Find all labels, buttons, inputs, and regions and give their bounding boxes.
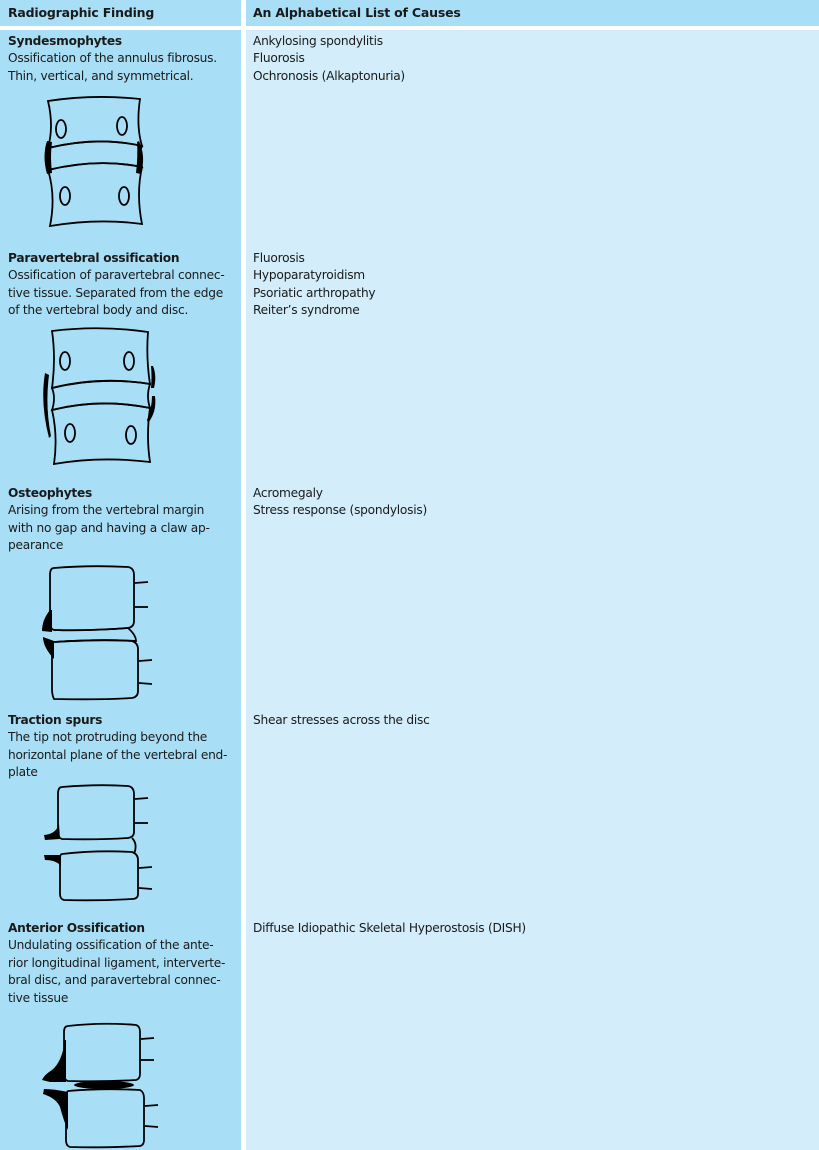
causes-traction-spurs [246,712,819,729]
finding-description [8,502,249,554]
description-line: of the vertebral body and disc. [8,303,189,318]
finding-paravertebral-ossification [0,250,249,320]
lower-vertebra [48,163,142,226]
cause-item: Psoriatic arthropathy [253,285,376,300]
description-line: The tip not protruding beyond the [8,730,208,745]
cause-item: Shear stresses across the disc [253,713,430,727]
disc [48,141,142,170]
osteophyte-lower [43,637,54,659]
finding-description [8,937,249,1007]
finding-title: Paravertebral ossification [8,251,180,265]
finding-title: Anterior Ossification [8,921,145,935]
finding-description [8,729,249,781]
paravertebral-ossification-diagram [40,328,160,468]
anterior-ossification-diagram [40,1022,158,1150]
causes-syndesmophytes [246,33,819,85]
description-line: plate [8,765,38,780]
causes-anterior-ossification [246,920,819,937]
disc-ossification [74,1081,134,1089]
cause-item: Hypoparatyroidism [253,268,365,283]
cause-item: Fluorosis [253,251,305,265]
description-line: pearance [8,538,64,553]
description-line: tive tissue. Separated from the edge [8,285,223,300]
finding-description [8,50,249,85]
paravertebral-ossification-right-upper [151,366,155,388]
paravertebral-ossification-left [43,373,51,438]
syndesmophytes-diagram [38,96,148,228]
cause-item: Reiter’s syndrome [253,303,360,318]
cause-item: Diffuse Idiopathic Skeletal Hyperostosis (DISH) [253,921,526,935]
traction-spurs-diagram [42,784,154,902]
osteophyte-upper [42,610,52,632]
table-header [0,0,819,26]
finding-traction-spurs [0,712,249,782]
description-line: Arising from the vertebral margin [8,503,205,518]
description-line: bral disc, and paravertebral connec- [8,973,221,988]
description-line: Thin, vertical, and symmetrical. [8,68,194,83]
causes-column [246,30,819,1150]
anterior-ossification-lower [43,1089,68,1130]
cause-item: Stress response (spondylosis) [253,503,427,518]
description-line: tive tissue [8,990,69,1005]
description-line: Ossification of paravertebral connec- [8,268,225,283]
finding-title: Traction spurs [8,713,103,727]
cause-item: Ochronosis (Alkaptonuria) [253,68,405,83]
finding-title: Syndesmophytes [8,34,122,48]
finding-title: Osteophytes [8,486,93,500]
finding-osteophytes [0,485,249,555]
causes-paravertebral-ossification [246,250,819,320]
header-causes: An Alphabetical List of Causes [246,0,819,26]
causes-osteophytes [246,485,819,520]
description-line: horizontal plane of the vertebral end- [8,747,228,762]
cause-item: Ankylosing spondylitis [253,34,383,48]
description-line: with no gap and having a claw ap- [8,520,210,535]
cause-item: Acromegaly [253,486,323,500]
finding-syndesmophytes [0,33,249,85]
traction-spur-lower [44,855,61,866]
finding-anterior-ossification [0,920,249,1007]
description-line: Ossification of the annulus fibrosus. [8,51,217,66]
cause-item: Fluorosis [253,51,305,66]
osteophytes-diagram [40,565,155,700]
findings-column [0,30,241,1150]
finding-description [8,267,249,319]
description-line: Undulating ossification of the ante- [8,938,214,953]
description-line: rior longitudinal ligament, interverte- [8,955,226,970]
syndesmophyte-left [45,141,53,174]
upper-vertebra [48,97,142,148]
header-radiographic-finding: Radiographic Finding [0,0,241,26]
anterior-ossification-upper [42,1040,66,1082]
